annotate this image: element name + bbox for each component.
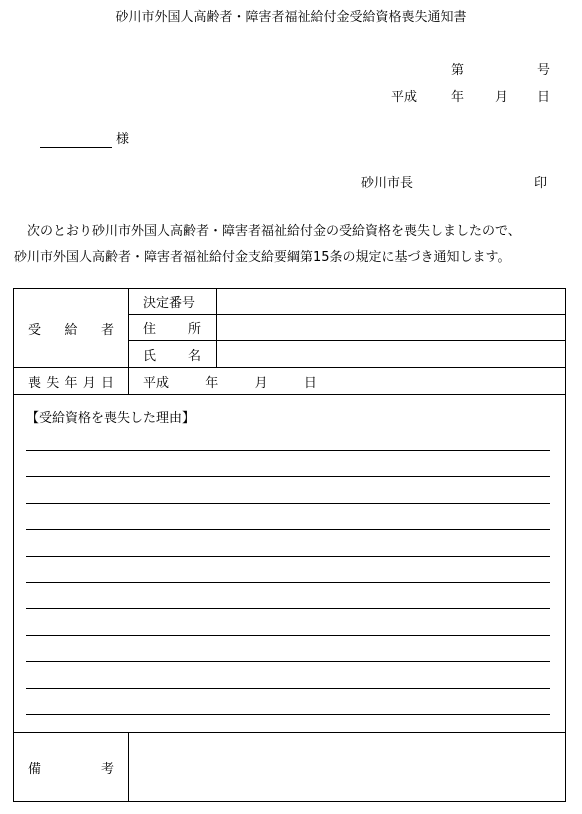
loss-date-era: 平成 <box>143 375 170 391</box>
address-label-cell <box>129 315 217 341</box>
reason-rule-line <box>26 688 550 689</box>
remarks-value[interactable] <box>129 733 566 802</box>
recipient-label-cell <box>14 289 129 368</box>
reason-rule-line <box>26 556 550 557</box>
remarks-label-cell <box>14 733 129 802</box>
reason-rule-line <box>26 582 550 583</box>
remarks-label: 備 考 <box>28 761 114 777</box>
notice-body-line-1: 次のとおり砂川市外国人高齢者・障害者福祉給付金の受給資格を喪失しましたので、 <box>27 224 521 239</box>
address-value[interactable] <box>217 315 566 341</box>
loss-date-value-cell[interactable] <box>129 368 566 395</box>
recipient-char-3: 者 <box>100 322 114 338</box>
notice-table <box>13 288 566 802</box>
name-label: 氏 名 <box>143 348 201 364</box>
issuer-name: 砂川市長 <box>361 176 414 191</box>
loss-date-day: 日 <box>303 375 317 391</box>
issue-date-day: 日 <box>537 90 551 105</box>
reason-cell[interactable] <box>14 395 566 733</box>
decision-number-label-cell <box>129 289 217 315</box>
loss-date-label: 喪 失 年 月 日 <box>28 375 114 391</box>
issue-date-month: 月 <box>495 90 509 105</box>
reason-rule-line <box>26 476 550 477</box>
decision-number-value[interactable] <box>217 289 566 315</box>
seal-mark: 印 <box>534 176 548 191</box>
recipient-char-2: 給 <box>64 322 78 338</box>
issue-date-era: 平成 <box>391 90 418 105</box>
reason-rule-line <box>26 661 550 662</box>
loss-date-year: 年 <box>205 375 219 391</box>
number-dai-label: 第 <box>451 63 465 78</box>
reason-rule-line <box>26 450 550 451</box>
recipient-char-1: 受 <box>28 322 42 338</box>
reason-title: 【受給資格を喪失した理由】 <box>26 411 196 426</box>
loss-date-label-cell <box>14 368 129 395</box>
notice-body-line-2: 砂川市外国人高齢者・障害者福祉給付金支給要綱第15条の規定に基づき通知します。 <box>14 250 511 265</box>
name-label-cell <box>129 341 217 368</box>
decision-number-label: 決定番号 <box>143 296 196 311</box>
addressee-suffix: 様 <box>116 132 130 147</box>
loss-date-month: 月 <box>254 375 268 391</box>
document-title: 砂川市外国人高齢者・障害者福祉給付金受給資格喪失通知書 <box>115 10 467 25</box>
reason-rule-line <box>26 714 550 715</box>
reason-rule-line <box>26 608 550 609</box>
recipient-label <box>28 319 114 338</box>
reason-rule-line <box>26 529 550 530</box>
issue-date-year: 年 <box>451 90 465 105</box>
reason-rule-line <box>26 635 550 636</box>
addressee-blank-line <box>40 147 112 148</box>
number-gou-label: 号 <box>537 63 551 78</box>
name-value[interactable] <box>217 341 566 368</box>
address-label: 住 所 <box>143 322 201 337</box>
reason-rule-line <box>26 503 550 504</box>
